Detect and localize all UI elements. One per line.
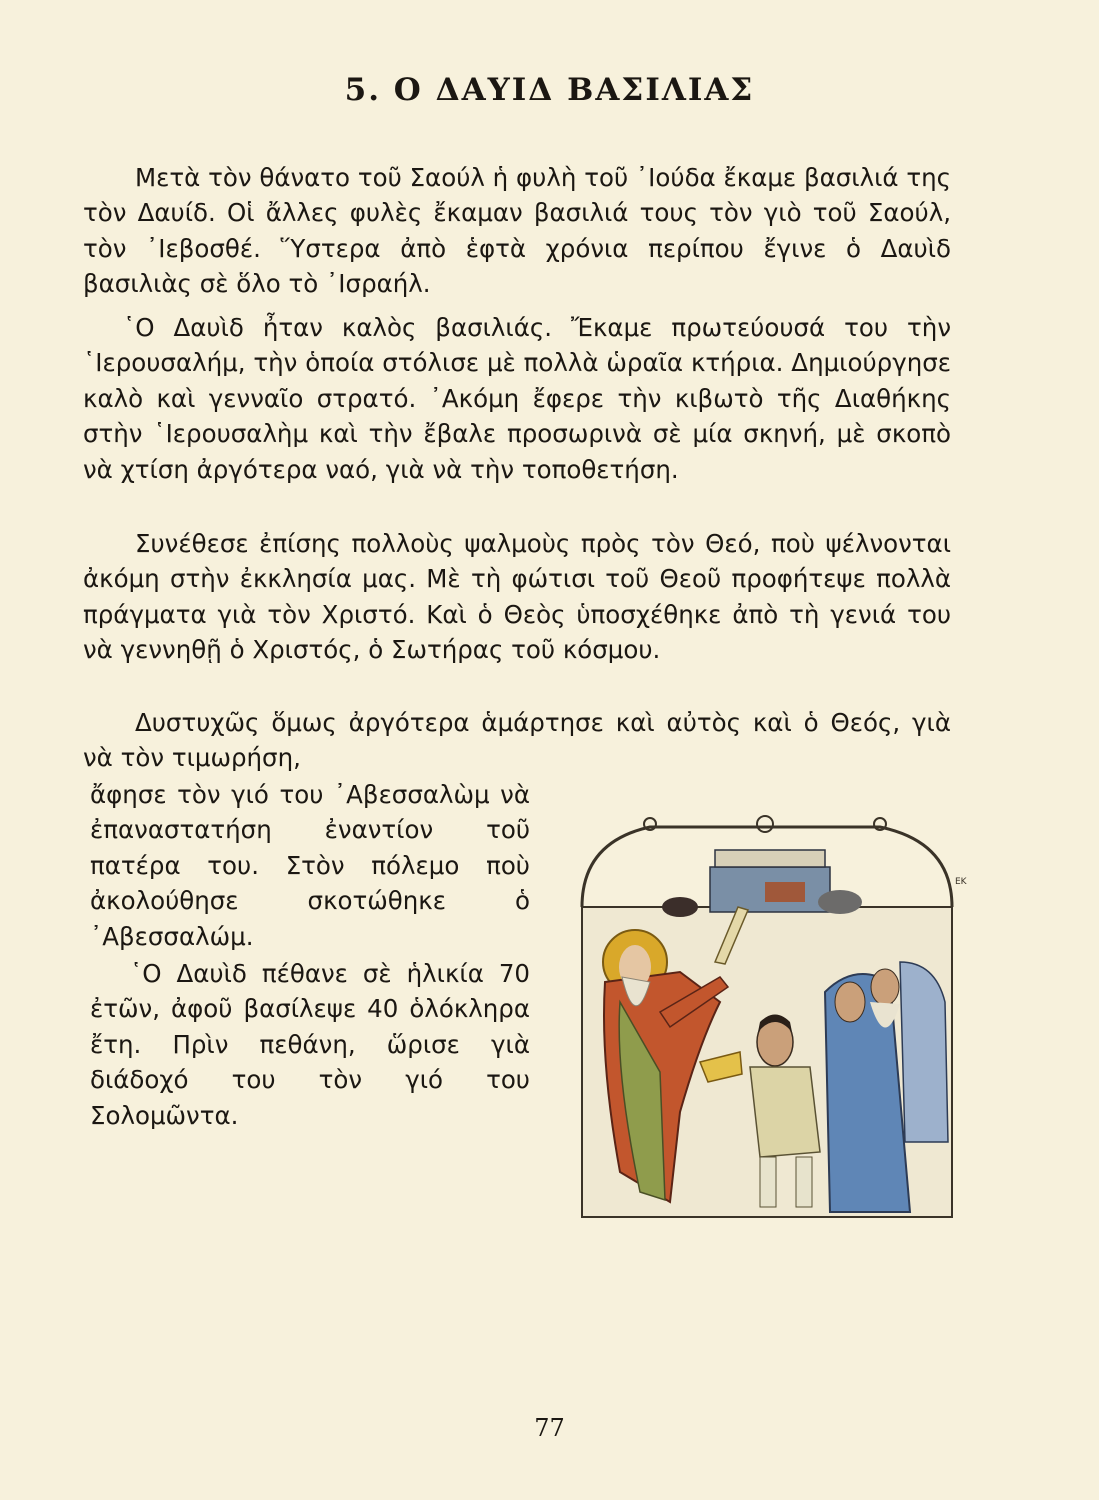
artist-signature: ΕΚ	[955, 877, 967, 887]
paragraph-4-rest: ἄφησε τὸν γιό του ᾿Αβεσσαλὼμ νὰ ἐπαναστατήση ἐναντίον τοῦ πατέρα του. Στὸν πόλεμο ποὺ ἀκολούθησε σκοτώθηκε ὁ ᾿Αβεσσαλώμ.	[90, 780, 530, 951]
page-number: 77	[534, 1414, 565, 1442]
paragraph-2: ῾Ο Δαυὶδ ἦταν καλὸς βασιλιάς. Ἔκαμε πρωτεύουσά του τὴν ῾Ιερουσαλήμ, τὴν ὁποία στόλισε μὲ πολλὰ ὡραῖα κτήρια. Δημιούργησε καλὸ καὶ γενναῖο στρατό. ᾿Ακόμη ἔφερε τὴν κιβωτὸ τῆς Διαθήκης στὴν ῾Ιερουσαλὴμ καὶ τὴν ἔβαλε προσωρινὰ σὲ μία σκηνή, μὲ σκοπὸ νὰ χτίση ἀργότερα ναό, γιὰ νὰ τὴν τοποθετήση.	[83, 313, 951, 484]
paragraph-5: ῾Ο Δαυὶδ πέθανε σὲ ἡλικία 70 ἐτῶν, ἀφοῦ βασίλεψε 40 ὁλόκληρα ἔτη. Πρὶν πεθάνη, ὥρισε γιὰ διάδοχό του τὸν γιό του Σολομῶντα.	[90, 959, 530, 1130]
paragraph-4-start: Δυστυχῶς ὅμως ἀργότερα ἁμάρτησε καὶ αὐτὸς καὶ ὁ Θεός, γιὰ νὰ τὸν τιμωρήση,	[83, 708, 951, 773]
paragraph-1: Μετὰ τὸν θάνατο τοῦ Σαούλ ἡ φυλὴ τοῦ ᾿Ιούδα ἔκαμε βασιλιά της τὸν Δαυίδ. Οἱ ἄλλες φυλὲς ἔκαμαν βασιλιά τους τὸν γιὸ τοῦ Σαούλ, τὸν ᾿Ιεβοσθέ. Ὕστερα ἀπὸ ἑφτὰ χρόνια περίπου ἔγινε ὁ Δαυὶδ βασιλιὰς σὲ ὅλο τὸ ᾿Ισραήλ.	[83, 163, 951, 299]
illustration-david-anointing	[560, 812, 970, 1222]
paragraph-3: Συνέθεσε ἐπίσης πολλοὺς ψαλμοὺς πρὸς τὸν Θεό, ποὺ ψέλνονται ἀκόμη στὴν ἐκκλησία μας. Μὲ τὴ φώτισι τοῦ Θεοῦ προφήτεψε πολλὰ πράγματα γιὰ τὸν Χριστό. Καὶ ὁ Θεὸς ὑποσχέθηκε ἀπὸ τὴ γενιά του νὰ γεννηθῇ ὁ Χριστός, ὁ Σωτήρας τοῦ κόσμου.	[83, 529, 951, 665]
chapter-title: 5. Ο ΔΑΥΙΔ ΒΑΣΙΛΙΑΣ	[344, 72, 755, 108]
